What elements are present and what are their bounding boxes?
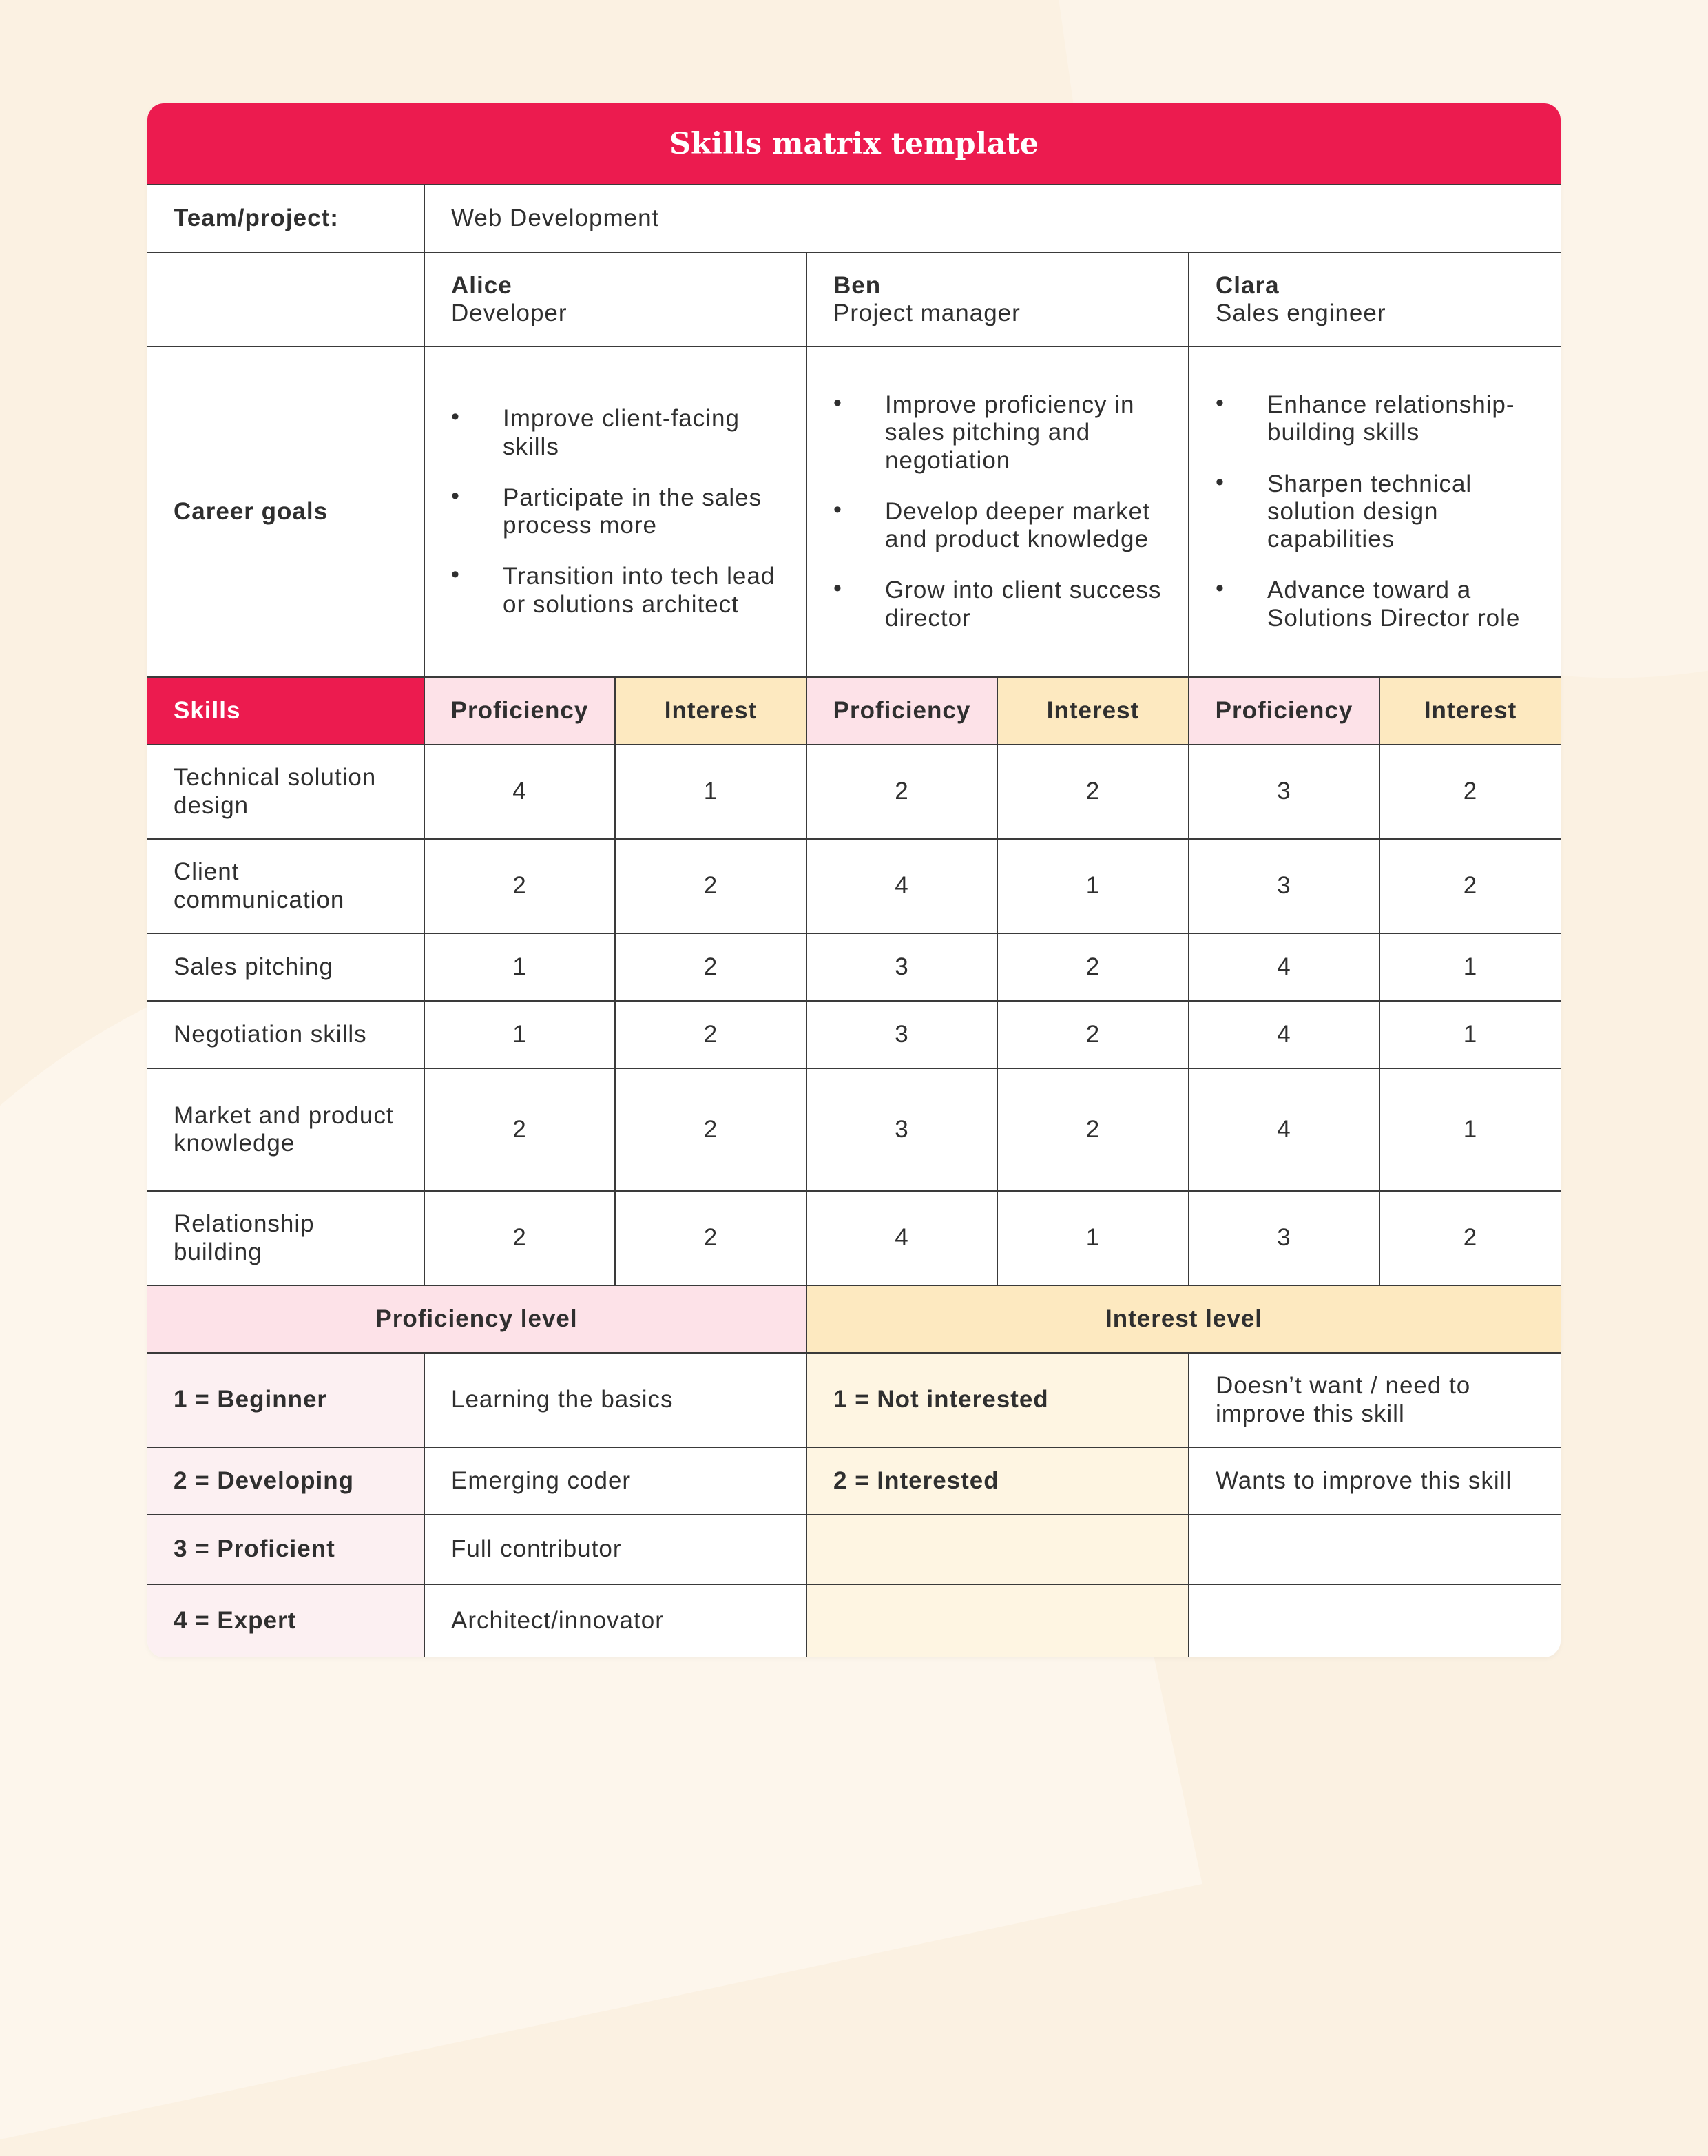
interest-header: Interest [1379,677,1561,745]
goal-item: • Participate in the sales process more [451,484,780,540]
score-cell: 4 [1189,1001,1379,1068]
goal-item: • Sharpen technical solution design capabilities [1216,470,1534,554]
proficiency-legend-title: Proficiency level [147,1285,806,1353]
skill-name: Negotiation skills [147,1001,424,1068]
proficiency-description: Full contributor [424,1515,806,1584]
score-cell: 1 [1379,933,1561,1001]
goal-item: • Enhance relationship-building skills [1216,391,1534,447]
person-role: Project manager [833,300,1021,326]
skill-row [147,933,1561,1001]
score-cell: 2 [1379,839,1561,933]
career-goals-row [147,346,1561,677]
score-cell: 2 [997,933,1189,1001]
interest-header: Interest [615,677,806,745]
score-cell: 2 [997,745,1189,839]
proficiency-header: Proficiency [806,677,997,745]
person-clara [1189,253,1561,346]
legend-header-row [147,1285,1561,1353]
interest-description [1189,1515,1561,1584]
score-cell: 2 [997,1001,1189,1068]
person-role: Developer [451,300,567,326]
skill-row [147,745,1561,839]
legend-row [147,1584,1561,1657]
score-cell: 2 [1379,1191,1561,1285]
goal-item: • Grow into client success director [833,577,1162,632]
team-value: Web Development [424,185,1561,253]
score-cell: 1 [1379,1068,1561,1191]
score-cell: 3 [1189,745,1379,839]
score-cell: 4 [806,839,997,933]
score-cell: 1 [997,839,1189,933]
score-cell: 2 [1379,745,1561,839]
proficiency-level: 2 = Developing [147,1447,424,1515]
score-cell: 3 [806,1001,997,1068]
person-role: Sales engineer [1216,300,1386,326]
skill-name: Relationship building [147,1191,424,1285]
proficiency-description: Architect/innovator [424,1584,806,1657]
skill-row [147,839,1561,933]
skill-name: Sales pitching [147,933,424,1001]
team-label: Team/project: [147,185,424,253]
skills-header-row [147,677,1561,745]
proficiency-level: 3 = Proficient [147,1515,424,1584]
goal-item: • Improve client-facing skills [451,405,780,461]
interest-level: 1 = Not interested [806,1353,1189,1447]
page-title: Skills matrix template [147,103,1561,185]
interest-level: 2 = Interested [806,1447,1189,1515]
goals-clara [1189,346,1561,677]
score-cell: 3 [806,933,997,1001]
score-cell: 2 [424,839,615,933]
score-cell: 3 [1189,839,1379,933]
score-cell: 1 [424,933,615,1001]
interest-header: Interest [997,677,1189,745]
team-row [147,185,1561,253]
score-cell: 2 [615,933,806,1001]
score-cell: 1 [424,1001,615,1068]
score-cell: 2 [615,839,806,933]
interest-description: Doesn’t want / need to improve this skill [1189,1353,1561,1447]
score-cell: 2 [615,1068,806,1191]
interest-description [1189,1584,1561,1657]
score-cell: 4 [806,1191,997,1285]
empty-cell [147,253,424,346]
goals-list [833,391,1162,632]
score-cell: 2 [997,1068,1189,1191]
proficiency-header: Proficiency [1189,677,1379,745]
goal-item: • Advance toward a Solutions Director role [1216,577,1534,632]
score-cell: 1 [1379,1001,1561,1068]
score-cell: 4 [1189,1068,1379,1191]
score-cell: 1 [997,1191,1189,1285]
skill-row [147,1068,1561,1191]
score-cell: 4 [1189,933,1379,1001]
goals-ben [806,346,1189,677]
goal-item: • Develop deeper market and product knowledge [833,498,1162,554]
goal-item: • Transition into tech lead or solutions architect [451,563,780,619]
score-cell: 1 [615,745,806,839]
legend-row [147,1515,1561,1584]
proficiency-description: Learning the basics [424,1353,806,1447]
skill-row [147,1191,1561,1285]
person-ben [806,253,1189,346]
interest-level [806,1515,1189,1584]
proficiency-description: Emerging coder [424,1447,806,1515]
person-name: Ben [833,271,882,299]
goals-alice [424,346,806,677]
skill-name: Client communication [147,839,424,933]
interest-level [806,1584,1189,1657]
goal-item: • Improve proficiency in sales pitching and negotiation [833,391,1162,475]
legend-row [147,1447,1561,1515]
proficiency-header: Proficiency [424,677,615,745]
score-cell: 3 [1189,1191,1379,1285]
interest-description: Wants to improve this skill [1189,1447,1561,1515]
legend-row [147,1353,1561,1447]
person-alice [424,253,806,346]
score-cell: 3 [806,1068,997,1191]
score-cell: 2 [615,1001,806,1068]
skill-name: Market and product knowledge [147,1068,424,1191]
skill-name: Technical solution design [147,745,424,839]
goals-list [451,405,780,619]
person-name: Alice [451,271,512,299]
score-cell: 2 [424,1191,615,1285]
score-cell: 2 [806,745,997,839]
score-cell: 2 [615,1191,806,1285]
proficiency-level: 4 = Expert [147,1584,424,1657]
people-row [147,253,1561,346]
skills-matrix-table [147,185,1561,1657]
career-goals-label: Career goals [147,346,424,677]
skill-row [147,1001,1561,1068]
score-cell: 4 [424,745,615,839]
score-cell: 2 [424,1068,615,1191]
proficiency-level: 1 = Beginner [147,1353,424,1447]
skills-header: Skills [147,677,424,745]
goals-list [1216,391,1534,632]
interest-legend-title: Interest level [806,1285,1561,1353]
person-name: Clara [1216,271,1280,299]
skills-matrix-card [147,103,1561,1657]
